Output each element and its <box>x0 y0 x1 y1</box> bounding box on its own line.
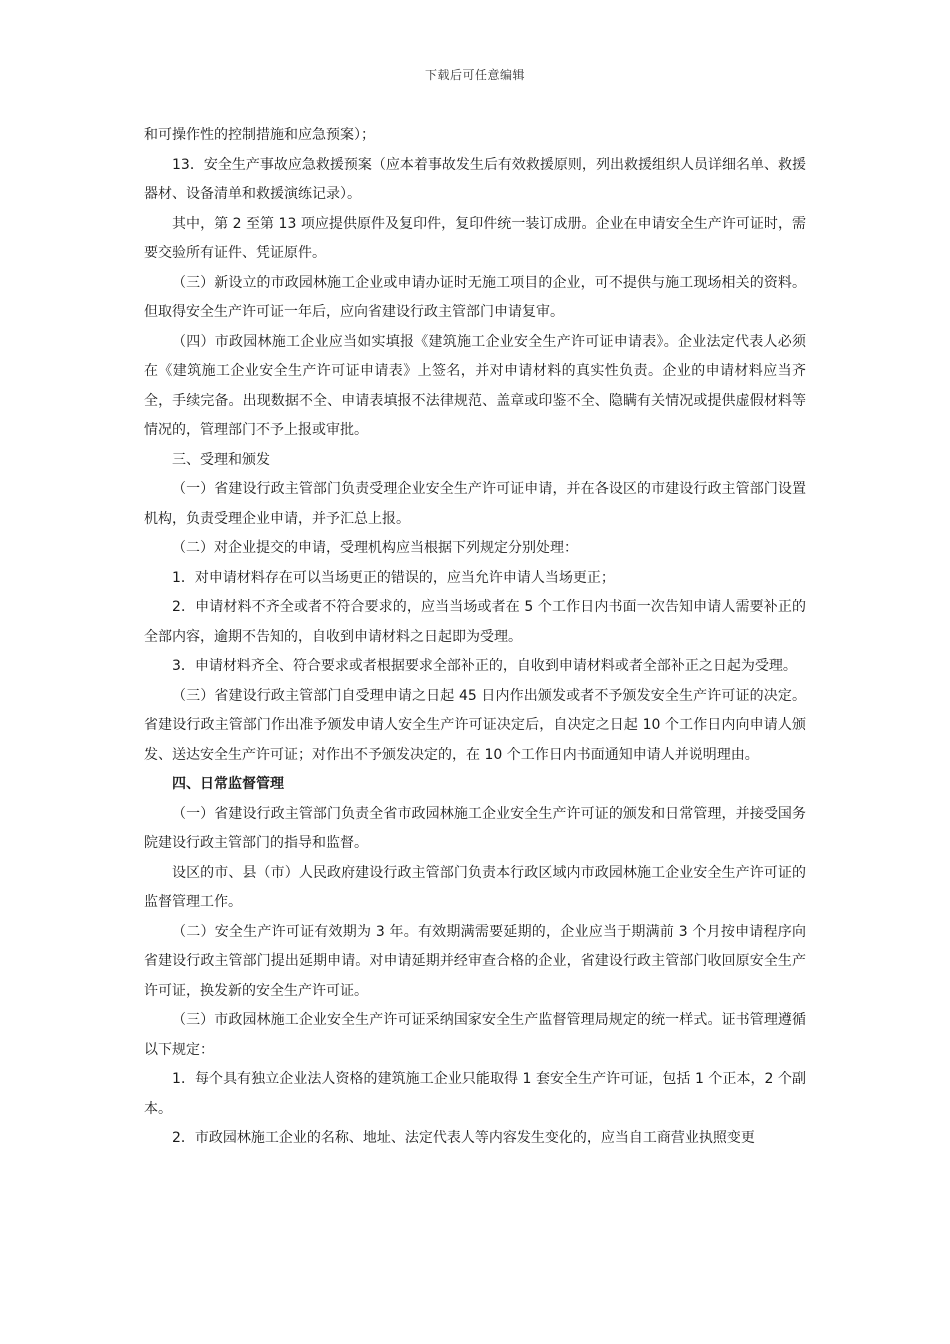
document-body <box>144 121 806 1154</box>
list-item: 1．每个具有独立企业法人资格的建筑施工企业只能取得 1 套安全生产许可证，包括 1 个正本，2 个副本。 <box>144 1071 806 1117</box>
section-heading: 三、受理和颁发 <box>172 451 270 468</box>
paragraph: （三）省建设行政主管部门自受理申请之日起 45 日内作出颁发或者不予颁发安全生产许可证的决定。省建设行政主管部门作出准予颁发申请人安全生产许可证决定后，自决定之日起 10 个工作日内向申请人颁发、送达安全生产许可证；对作出不予颁发决定的，在 10 个工作日内书面通知申请人并说明理由。 <box>144 687 806 763</box>
list-item: 1．对申请材料存在可以当场更正的错误的，应当允许申请人当场更正； <box>172 569 615 586</box>
list-item: 2．申请材料不齐全或者不符合要求的，应当当场或者在 5 个工作日内书面一次告知申请人需要补正的全部内容，逾期不告知的，自收到申请材料之日起即为受理。 <box>144 599 806 645</box>
section-heading: 四、日常监督管理 <box>172 776 284 792</box>
list-item: 3．申请材料齐全、符合要求或者根据要求全部补正的，自收到申请材料或者全部补正之日起为受理。 <box>172 658 797 674</box>
paragraph: 和可操作性的控制措施和应急预案）； <box>144 127 375 143</box>
paragraph: （三）新设立的市政园林施工企业或申请办证时无施工项目的企业，可不提供与施工现场相关的资料。但取得安全生产许可证一年后，应向省建设行政主管部门申请复审。 <box>144 274 806 320</box>
page-header: 下载后可任意编辑 <box>424 68 525 82</box>
paragraph: （二）安全生产许可证有效期为 3 年。有效期满需要延期的，企业应当于期满前 3 个月按申请程序向省建设行政主管部门提出延期申请。对申请延期并经审查合格的企业，省建设行政主管部门收回原安全生产许可证，换发新的安全生产许可证。 <box>144 923 806 999</box>
paragraph: （四）市政园林施工企业应当如实填报《建筑施工企业安全生产许可证申请表》。企业法定代表人必须在《建筑施工企业安全生产许可证申请表》上签名，并对申请材料的真实性负责。企业的申请材料应当齐全，手续完备。出现数据不全、申请表填报不法律规范、盖章或印鉴不全、隐瞒有关情况或提供虚假材料等情况的，管理部门不予上报或审批。 <box>144 333 806 438</box>
paragraph: （一）省建设行政主管部门负责受理企业安全生产许可证申请，并在各设区的市建设行政主管部门设置机构，负责受理企业申请，并予汇总上报。 <box>144 481 806 527</box>
paragraph: 其中，第 2 至第 13 项应提供原件及复印件，复印件统一装订成册。企业在申请安全生产许可证时，需要交验所有证件、凭证原件。 <box>144 215 806 261</box>
paragraph: 13．安全生产事故应急救援预案（应本着事故发生后有效救援原则，列出救援组织人员详细名单、救援器材、设备清单和救援演练记录）。 <box>144 156 806 202</box>
list-item: 2．市政园林施工企业的名称、地址、法定代表人等内容发生变化的，应当自工商营业执照变更 <box>172 1130 755 1146</box>
paragraph: （一）省建设行政主管部门负责全省市政园林施工企业安全生产许可证的颁发和日常管理，并接受国务院建设行政主管部门的指导和监督。 <box>144 805 806 851</box>
paragraph: （三）市政园林施工企业安全生产许可证采纳国家安全生产监督管理局规定的统一样式。证书管理遵循以下规定： <box>144 1012 806 1058</box>
paragraph: 设区的市、县（市）人民政府建设行政主管部门负责本行政区域内市政园林施工企业安全生产许可证的监督管理工作。 <box>144 864 806 910</box>
paragraph: （二）对企业提交的申请，受理机构应当根据下列规定分别处理： <box>172 540 578 556</box>
